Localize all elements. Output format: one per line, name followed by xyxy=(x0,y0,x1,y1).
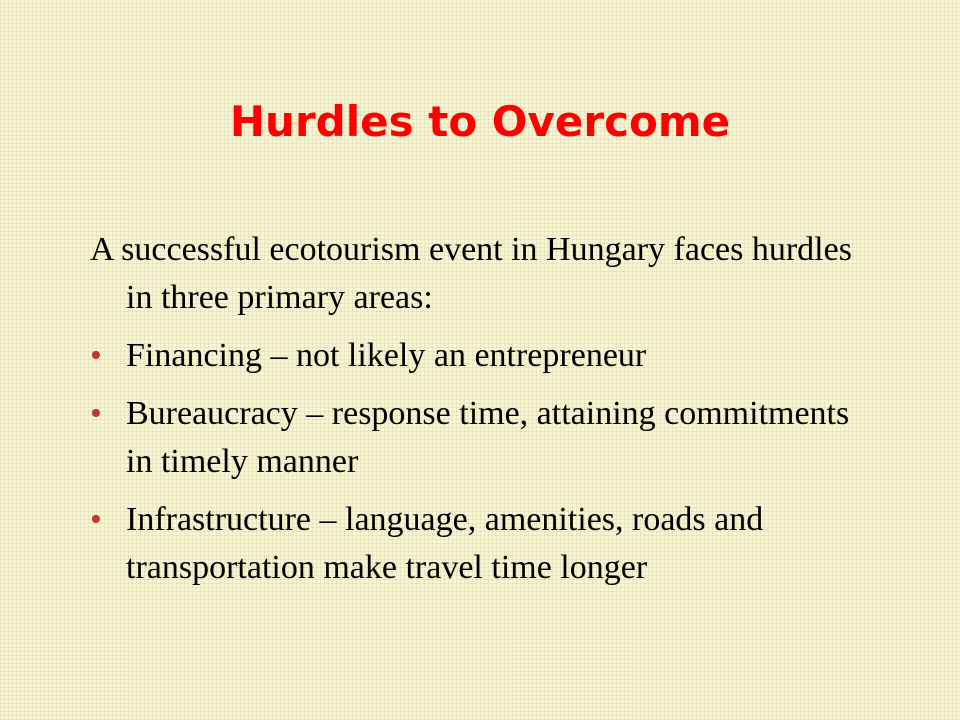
bullet-icon: • xyxy=(90,501,102,538)
bullet-text-infrastructure: Infrastructure – language, amenities, roads and transportation make travel time longer xyxy=(126,501,764,586)
slide-body xyxy=(90,226,880,602)
bullet-item-bureaucracy xyxy=(90,390,880,486)
bullet-icon: • xyxy=(90,337,102,374)
intro-text: A successful ecotourism event in Hungary faces hurdles in three primary areas: xyxy=(90,231,852,316)
bullet-icon: • xyxy=(90,395,102,432)
bullet-text-bureaucracy: Bureaucracy – response time, attaining commitments in timely manner xyxy=(126,395,850,480)
bullet-text-financing: Financing – not likely an entrepreneur xyxy=(126,337,647,374)
bullet-item-financing xyxy=(90,332,880,380)
bullet-item-infrastructure xyxy=(90,496,880,592)
slide-title: Hurdles to Overcome xyxy=(229,97,731,146)
bullet-list xyxy=(90,332,880,592)
